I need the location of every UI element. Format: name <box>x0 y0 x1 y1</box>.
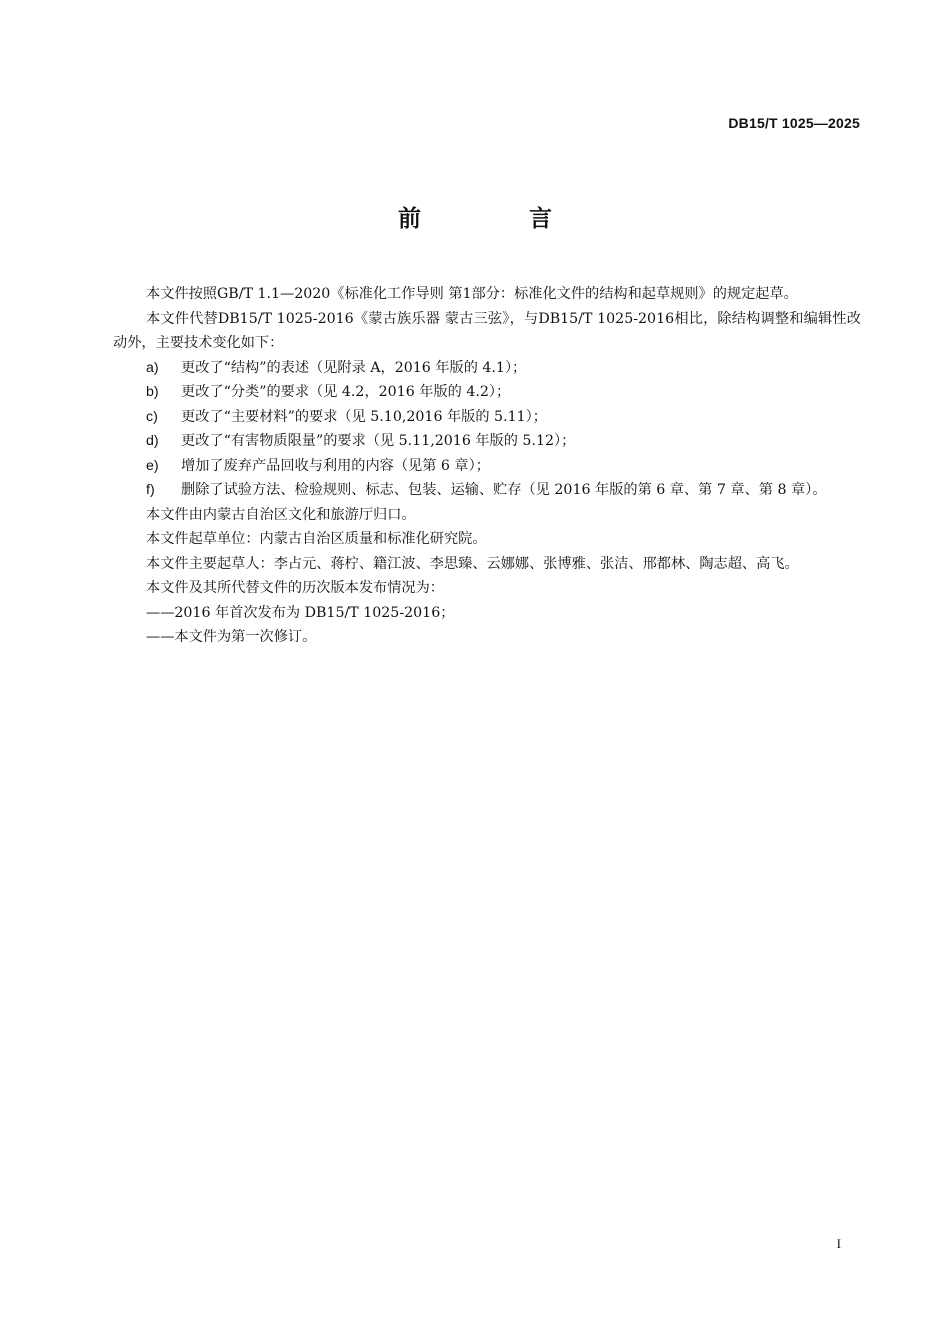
list-item-label: c) <box>146 408 158 425</box>
list-item-label: b) <box>146 384 159 400</box>
paragraph-drafters: 本文件主要起草人：李占元、蒋柠、籍江波、李思臻、云娜娜、张博雅、张洁、邢都林、陶志超、高飞。 <box>146 555 799 572</box>
paragraph-responsible-unit: 本文件由内蒙古自治区文化和旅游厅归口。 <box>146 506 416 523</box>
list-item-text: 更改了“结构”的表述（见附录 A，2016 年版的 4.1）； <box>181 359 527 376</box>
list-item <box>113 478 861 503</box>
list-item-label: d) <box>146 433 159 449</box>
list-item-label: a) <box>146 359 159 376</box>
list-item-text: 更改了“主要材料”的要求（见 5.10,2016 年版的 5.11）； <box>181 408 547 425</box>
list-item <box>113 356 861 381</box>
page-number: I <box>836 1236 841 1251</box>
list-item <box>113 405 861 430</box>
list-item <box>113 429 861 454</box>
list-item <box>113 454 861 479</box>
history-line: ——本文件为第一次修订。 <box>146 629 317 645</box>
paragraph-drafting-unit: 本文件起草单位：内蒙古自治区质量和标准化研究院。 <box>146 531 487 547</box>
paragraph-replacement: 本文件代替DB15/T 1025-2016《蒙古族乐器 蒙古三弦》，与DB15/T 1025-2016相比，除结构调整和编辑性改动外，主要技术变化如下： <box>113 310 861 351</box>
list-item-text: 删除了试验方法、检验规则、标志、包装、运输、贮存（见 2016 年版的第 6 章、第 7 章、第 8 章）。 <box>181 482 827 498</box>
foreword-body <box>113 282 861 650</box>
history-line: ——2016 年首次发布为 DB15/T 1025-2016； <box>146 604 455 621</box>
page-title: 前 言 <box>397 206 602 232</box>
list-item-text: 增加了废弃产品回收与利用的内容（见第 6 章）； <box>181 457 490 474</box>
list-item-text: 更改了“分类”的要求（见 4.2，2016 年版的 4.2）； <box>181 384 511 400</box>
paragraph-drafting-rules: 本文件按照GB/T 1.1—2020《标准化工作导则 第1部分：标准化文件的结构和起草规则》的规定起草。 <box>146 286 798 302</box>
list-item-label: e) <box>146 457 159 474</box>
list-item <box>113 380 861 405</box>
paragraph-version-history: 本文件及其所代替文件的历次版本发布情况为： <box>146 580 444 596</box>
document-code: DB15/T 1025—2025 <box>728 115 860 131</box>
list-item-label: f) <box>146 482 155 498</box>
list-item-text: 更改了“有害物质限量”的要求（见 5.11,2016 年版的 5.12）； <box>181 433 576 449</box>
